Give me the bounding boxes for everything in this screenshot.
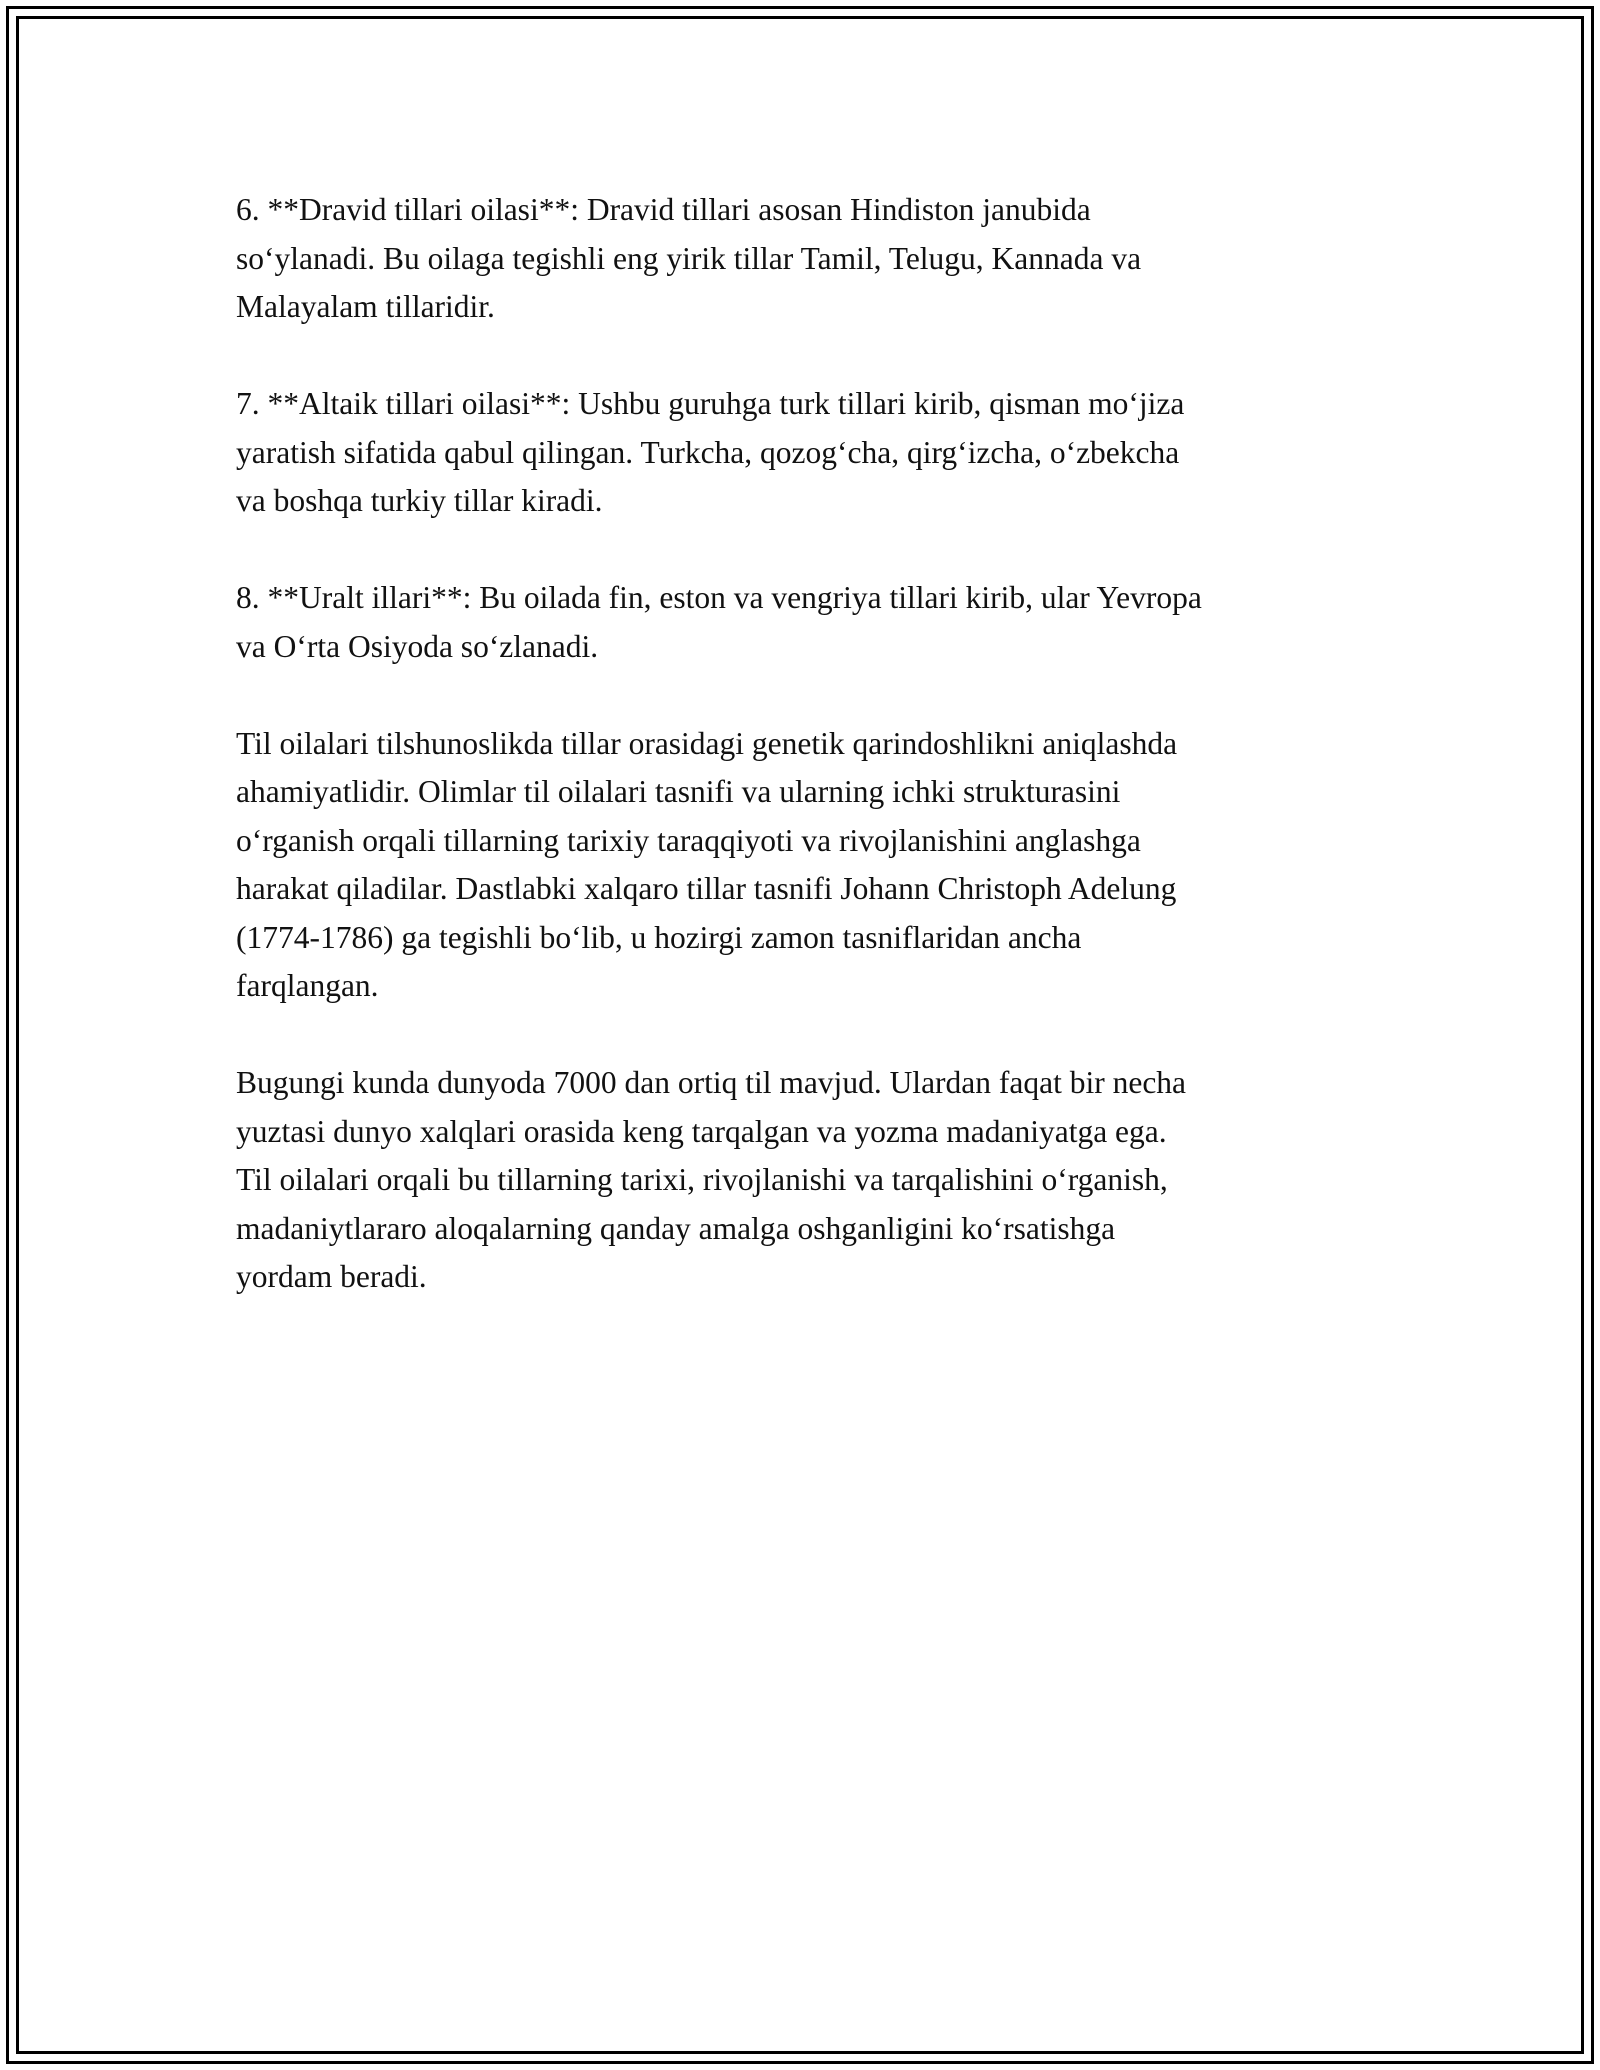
paragraph-uralic-languages: 8. **Uralt illari**: Bu oilada fin, eston va vengriya tillari kirib, ular Yevropa va O‘rta Osiyoda so‘zlanadi. [236, 580, 1202, 664]
paragraph-altaic-languages: 7. **Altaik tillari oilasi**: Ushbu guruhga turk tillari kirib, qisman mo‘jiza yaratish sifatida qabul qilingan. Turkcha, qozog‘cha, qirg‘izcha, o‘zbekcha va boshqa turkiy tillar kiradi. [236, 386, 1185, 518]
document-body [236, 186, 1386, 1350]
paragraph-language-families-importance: Til oilalari tilshunoslikda tillar orasidagi genetik qarindoshlikni aniqlashda ahamiyatlidir. Olimlar til oilalari tasnifi va ularning ichki strukturasini o‘rganish orqali tillarning tarixiy taraqqiyoti va rivojlanishini anglashga harakat qiladilar. Dastlabki xalqaro tillar tasnifi Johann Christoph Adelung (1774-1786) ga tegishli bo‘lib, u hozirgi zamon tasniflaridan ancha farqlangan. [236, 725, 1178, 1003]
paragraph-world-languages-count: Bugungi kunda dunyoda 7000 dan ortiq til mavjud. Ulardan faqat bir necha yuztasi dunyo xalqlari orasida keng tarqalgan va yozma madaniyatga ega. Til oilalari orqali bu tillarning tarixi, rivojlanishi va tarqalishini o‘rganish, madaniytlararo aloqalarning qanday amalga oshganligini ko‘rsatishga yordam beradi. [236, 1065, 1187, 1294]
paragraph-dravid-languages: 6. **Dravid tillari oilasi**: Dravid tillari asosan Hindiston janubida so‘ylanadi. Bu oilaga tegishli eng yirik tillar Tamil, Telugu, Kannada va Malayalam tillaridir. [236, 192, 1142, 324]
